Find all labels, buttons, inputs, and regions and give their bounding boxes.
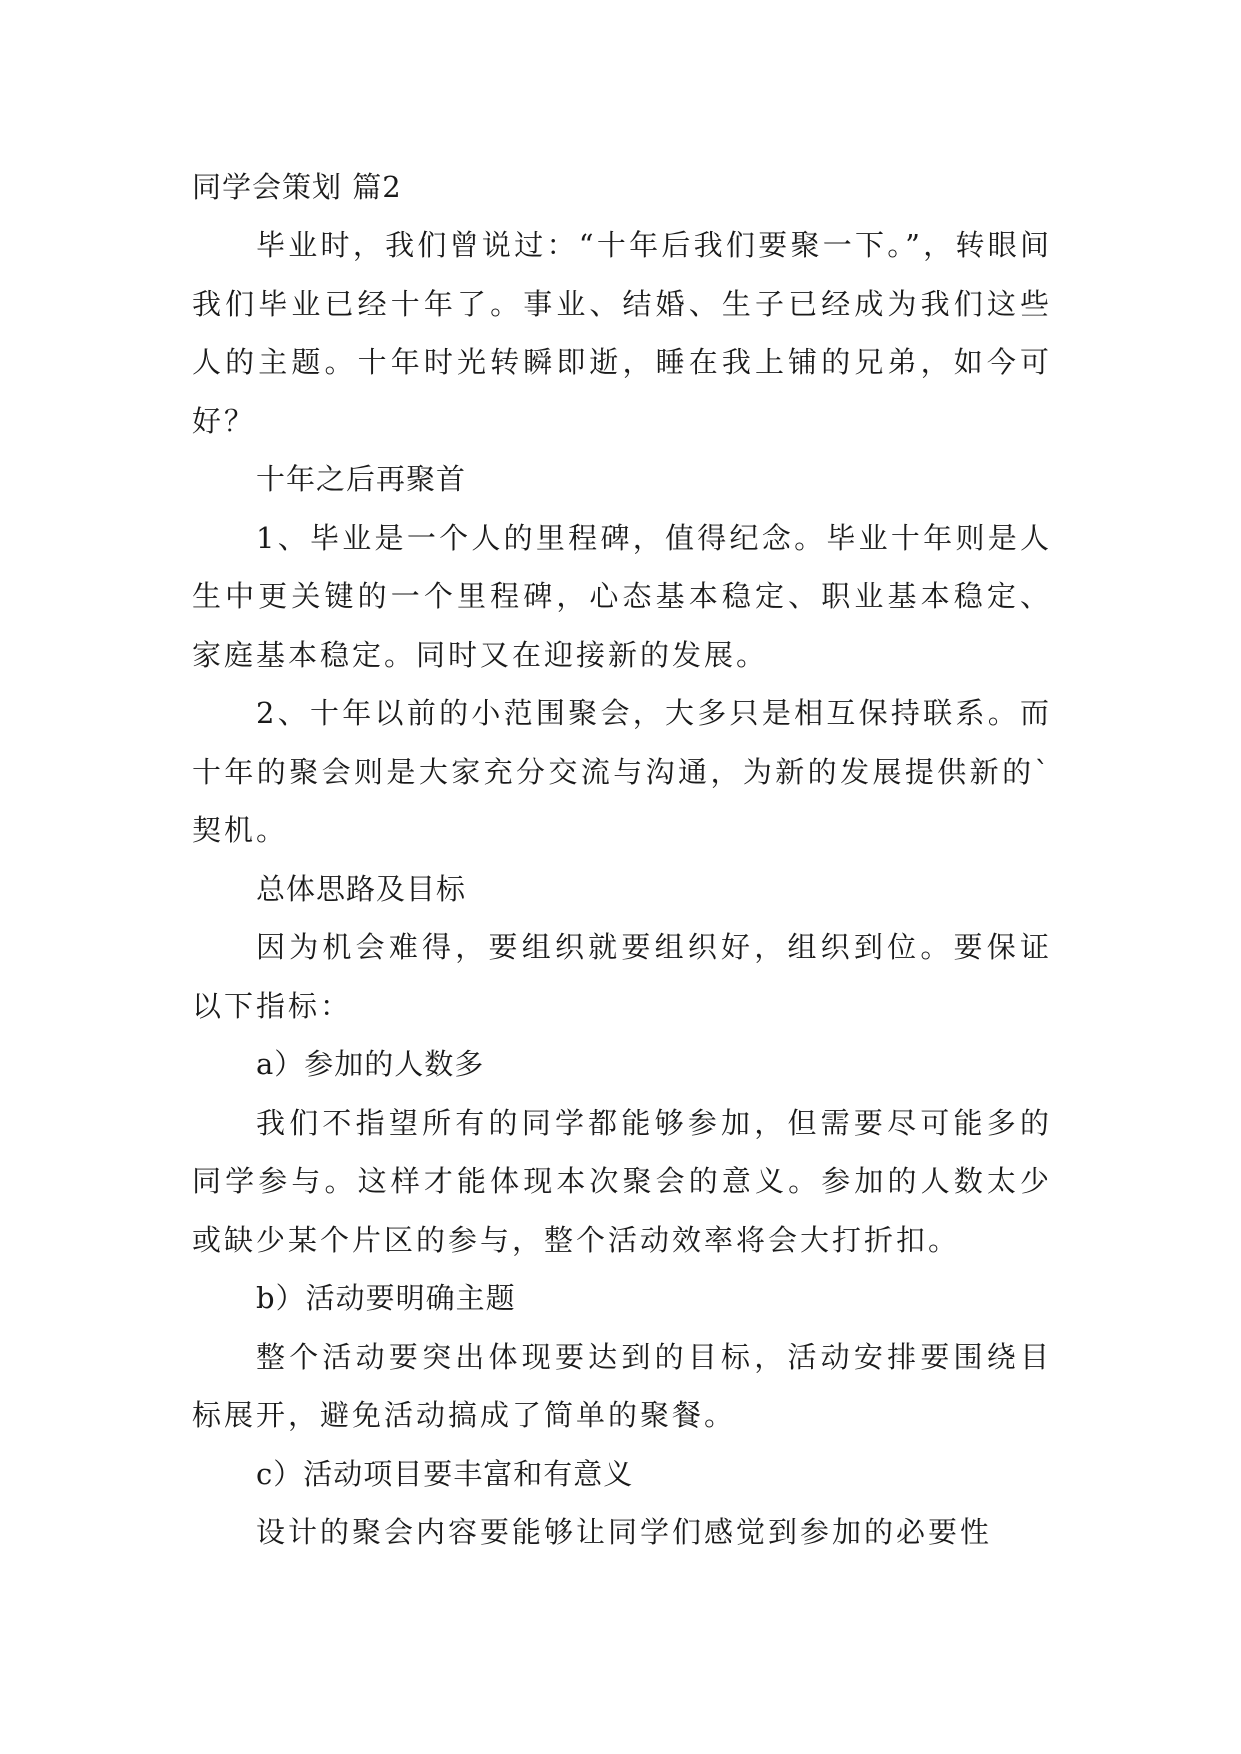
list-item-heading: b）活动要明确主题 <box>256 1281 516 1315</box>
document-title: 同学会策划 篇2 <box>192 170 402 204</box>
paragraph: 设计的聚会内容要能够让同学们感觉到参加的必要性 <box>256 1515 993 1549</box>
paragraph: 2、十年以前的小范围聚会，大多只是相互保持联系。而十年的聚会则是大家充分交流与沟通，为新的发展提供新的`契机。 <box>192 696 1052 847</box>
section-heading: 十年之后再聚首 <box>256 462 467 496</box>
paragraph: 整个活动要突出体现要达到的目标，活动安排要围绕目标展开，避免活动搞成了简单的聚餐。 <box>192 1339 1052 1432</box>
list-item-heading: c）活动项目要丰富和有意义 <box>256 1456 634 1491</box>
paragraph: 我们不指望所有的同学都能够参加，但需要尽可能多的同学参与。这样才能体现本次聚会的意义。参加的人数太少或缺少某个片区的参与，整个活动效率将会大打折扣。 <box>192 1105 1052 1257</box>
paragraph: 1、毕业是一个人的里程碑，值得纪念。毕业十年则是人生中更关键的一个里程碑，心态基本稳定、职业基本稳定、家庭基本稳定。同时又在迎接新的发展。 <box>192 520 1052 672</box>
section-heading: 总体思路及目标 <box>256 871 467 906</box>
paragraph: 因为机会难得，要组织就要组织好，组织到位。要保证以下指标： <box>192 930 1052 1023</box>
document-page <box>192 158 1052 1562</box>
list-item-heading: a）参加的人数多 <box>256 1047 485 1081</box>
paragraph: 毕业时，我们曾说过：“十年后我们要聚一下。”，转眼间我们毕业已经十年了。事业、结婚、生子已经成为我们这些人的主题。十年时光转瞬即逝，睡在我上铺的兄弟，如今可好？ <box>192 228 1052 438</box>
